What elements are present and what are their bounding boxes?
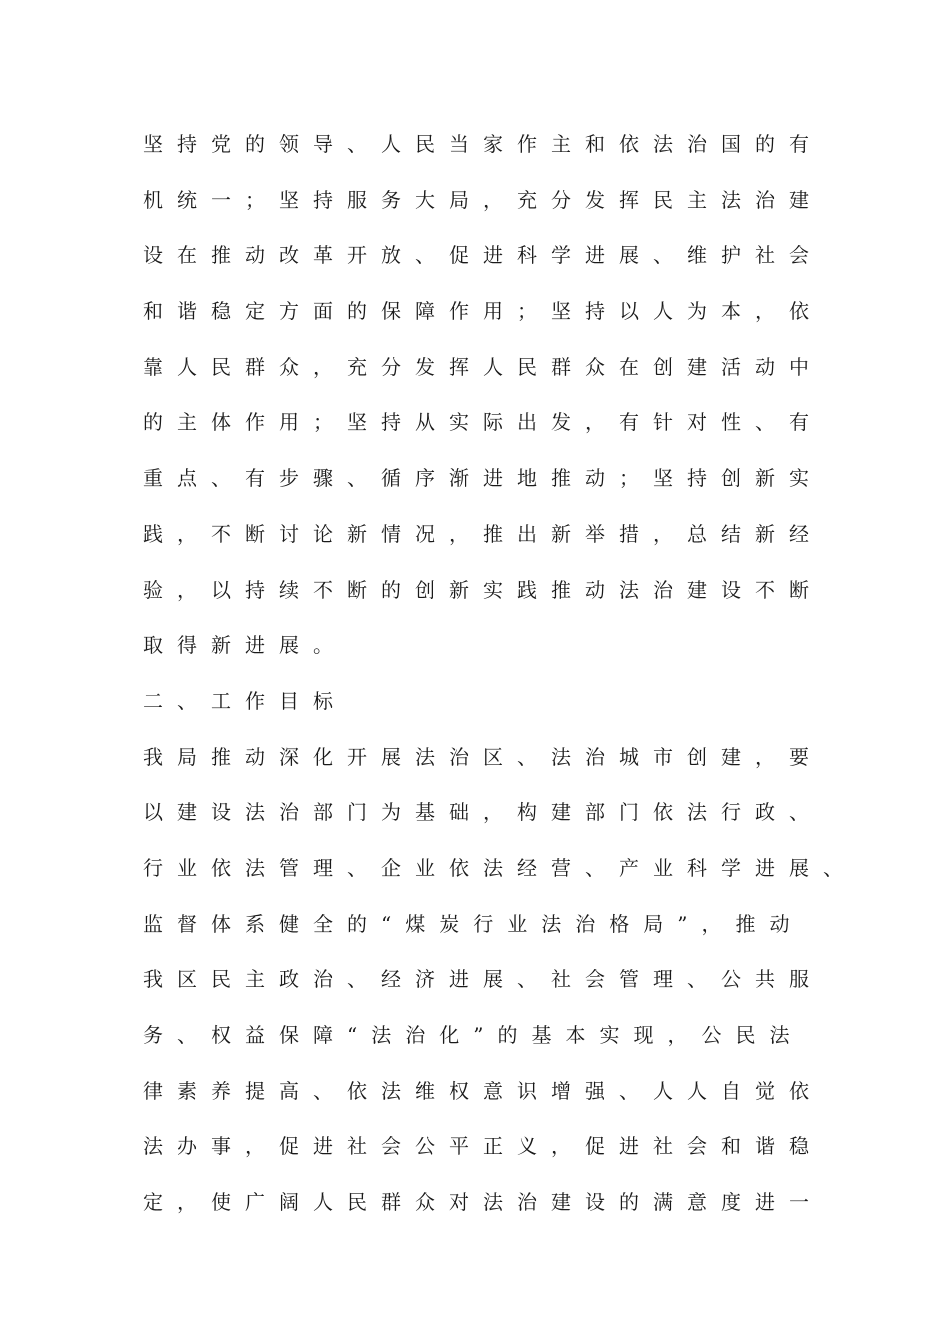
text-line-7: 重点、有步骤、循序渐进地推动；坚持创新实 [143, 466, 823, 491]
text-line-4: 和谐稳定方面的保障作用；坚持以人为本，依 [143, 299, 823, 324]
text-line-2: 机统一；坚持服务大局，充分发挥民主法治建 [143, 187, 823, 212]
text-line-16: 我区民主政治、经济进展、社会管理、公共服 [143, 967, 823, 992]
text-line-5: 靠人民群众，充分发挥人民群众在创建活动中 [143, 354, 823, 379]
text-line-9: 验，以持续不断的创新实践推动法治建设不断 [143, 577, 823, 602]
text-line-14: 行业依法管理、企业依法经营、产业科学进展、 [143, 855, 857, 880]
text-line-19: 法办事，促进社会公平正义，促进社会和谐稳 [143, 1134, 823, 1159]
text-line-20: 定，使广阔人民群众对法治建设的满意度进一 [143, 1190, 823, 1215]
section-heading: 二、工作目标 [143, 688, 347, 713]
text-line-1: 坚持党的领导、人民当家作主和依法治国的有 [143, 132, 823, 156]
text-line-3: 设在推动改革开放、促进科学进展、维护社会 [143, 243, 823, 268]
text-line-6: 的主体作用；坚持从实际出发，有针对性、有 [143, 410, 823, 435]
text-line-12: 我局推动深化开展法治区、法治城市创建，要 [143, 744, 823, 769]
document-body [143, 128, 857, 1242]
text-line-13: 以建设法治部门为基础，构建部门依法行政、 [143, 800, 823, 825]
text-line-15: 监督体系健全的“煤炭行业法治格局”，推动 [143, 911, 804, 936]
text-line-18: 律素养提高、依法维权意识增强、人人自觉依 [143, 1078, 823, 1103]
text-line-8: 践，不断讨论新情况，推出新举措，总结新经 [143, 521, 823, 546]
text-line-10: 取得新进展。 [143, 633, 347, 658]
text-line-17: 务、权益保障“法治化”的基本实现，公民法 [143, 1023, 804, 1047]
